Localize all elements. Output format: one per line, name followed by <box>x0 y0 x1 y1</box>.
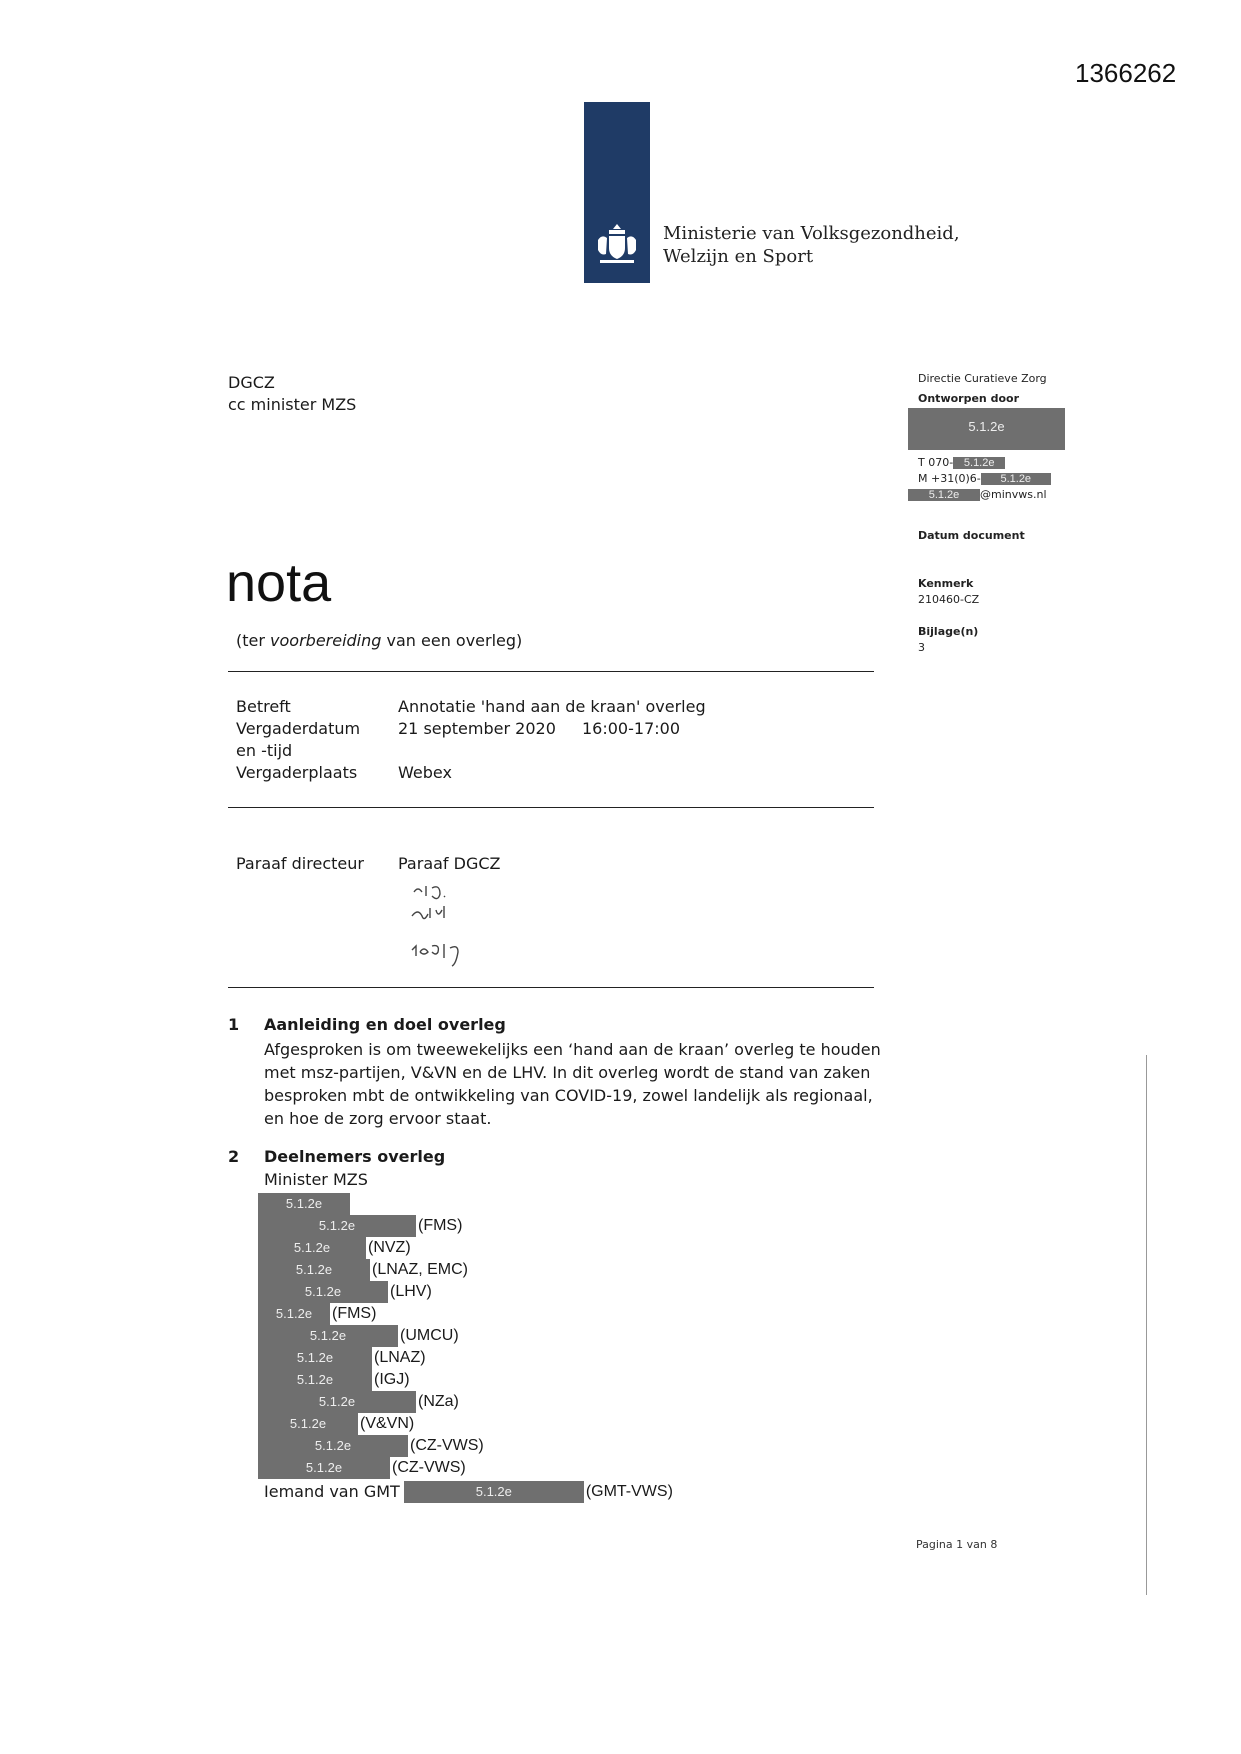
participant-row <box>264 1481 673 1503</box>
section-heading: Aanleiding en doel overleg <box>264 1015 506 1034</box>
participant-org: (GMT-VWS) <box>585 1483 673 1500</box>
participant-org: (V&VN) <box>360 1415 415 1432</box>
participant-row <box>258 1369 410 1391</box>
redaction-block: 5.1.2e <box>404 1481 584 1503</box>
subtitle-suffix: van een overleg) <box>381 631 523 650</box>
participant-row <box>258 1193 352 1215</box>
subtitle-prefix: (ter <box>236 631 271 650</box>
redaction-block: 5.1.2e <box>258 1413 358 1435</box>
redaction-block: 5.1.2e <box>258 1435 408 1457</box>
betreft-value: Annotatie 'hand aan de kraan' overleg <box>398 697 706 716</box>
participant-row <box>258 1303 376 1325</box>
participant-minister: Minister MZS <box>264 1170 368 1189</box>
sidebar-bijlage-label: Bijlage(n) <box>918 625 979 638</box>
redaction-block: 5.1.2e <box>258 1259 370 1281</box>
redaction-block: 5.1.2e <box>258 1303 330 1325</box>
sidebar-bijlage-value: 3 <box>918 641 925 654</box>
betreft-label: Betreft <box>236 697 291 716</box>
participant-org: (NZa) <box>418 1393 459 1410</box>
page-title: nota <box>226 553 332 613</box>
redaction-block: 5.1.2e <box>258 1281 388 1303</box>
redaction-block: 5.1.2e <box>908 408 1065 450</box>
divider <box>228 671 874 672</box>
mobile-prefix: M +31(0)6- <box>918 472 981 485</box>
divider <box>228 987 874 988</box>
divider <box>228 807 874 808</box>
participant-org: (FMS) <box>418 1217 463 1234</box>
sidebar-ontworpen-label: Ontworpen door <box>918 392 1019 405</box>
redaction-block: 5.1.2e <box>258 1457 390 1479</box>
plaats-label: Vergaderplaats <box>236 763 358 782</box>
redaction-block: 5.1.2e <box>258 1369 372 1391</box>
ministry-name-line1: Ministerie van Volksgezondheid, <box>663 223 960 244</box>
participant-org: (FMS) <box>332 1305 377 1322</box>
participant-row <box>258 1237 411 1259</box>
redaction-block: 5.1.2e <box>258 1193 350 1215</box>
ministry-name <box>663 222 960 268</box>
participant-row <box>258 1281 432 1303</box>
participant-row <box>258 1413 414 1435</box>
redaction-block: 5.1.2e <box>258 1347 372 1369</box>
subtitle-emphasis: voorbereiding <box>270 631 382 650</box>
addressee: cc minister MZS <box>228 395 357 414</box>
participant-org <box>350 1195 352 1212</box>
ministry-name-line2: Welzijn en Sport <box>663 246 814 267</box>
participant-org: (IGJ) <box>374 1371 410 1388</box>
sidebar-directie: Directie Curatieve Zorg <box>918 372 1047 385</box>
redaction-block: 5.1.2e <box>258 1325 398 1347</box>
redaction-block: 5.1.2e <box>258 1391 416 1413</box>
datum-label: Vergaderdatum <box>236 719 361 738</box>
plaats-value: Webex <box>398 763 452 782</box>
redaction-block: 5.1.2e <box>953 457 1005 469</box>
paraaf-dgcz-label: Paraaf DGCZ <box>398 854 501 873</box>
sidebar-phone <box>918 456 1005 469</box>
participant-org: (LNAZ, EMC) <box>372 1261 468 1278</box>
participant-row <box>258 1457 466 1479</box>
handwritten-initials <box>410 880 500 970</box>
sidebar-kenmerk-value: 210460-CZ <box>918 593 980 606</box>
participant-prefix: Iemand van GMT <box>264 1482 400 1501</box>
tijd-value: 16:00-17:00 <box>582 719 680 738</box>
page-number: Pagina 1 van 8 <box>916 1538 998 1551</box>
addressee: DGCZ <box>228 373 275 392</box>
participant-row <box>258 1435 484 1457</box>
page-subtitle <box>236 631 522 650</box>
tijd-label: en -tijd <box>236 741 293 760</box>
redaction-block: 5.1.2e <box>981 473 1051 485</box>
crest-icon <box>592 218 642 268</box>
participant-row <box>258 1391 459 1413</box>
participant-org: (UMCU) <box>400 1327 459 1344</box>
redaction-block: 5.1.2e <box>908 489 980 501</box>
participant-row <box>258 1347 426 1369</box>
paraaf-directeur-label: Paraaf directeur <box>236 854 364 873</box>
participant-row <box>258 1215 462 1237</box>
participant-row <box>258 1325 459 1347</box>
sidebar-email <box>908 488 1047 501</box>
email-suffix: @minvws.nl <box>980 488 1047 501</box>
section-paragraph: Afgesproken is om tweewekelijks een ‘hand aan de kraan’ overleg te houden met msz-partijen, V&VN en de LHV. In dit overleg wordt de stand van zaken besproken mbt de ontwikkeling van COVID-19, zowel landelijk als regionaal, en hoe de zorg ervoor staat. <box>264 1040 881 1128</box>
participant-org: (NVZ) <box>368 1239 411 1256</box>
section-number: 2 <box>228 1147 240 1166</box>
redaction-block: 5.1.2e <box>258 1215 416 1237</box>
datum-value: 21 september 2020 <box>398 719 556 738</box>
document-id: 1366262 <box>1075 58 1177 88</box>
participant-org: (CZ-VWS) <box>410 1437 484 1454</box>
participant-row <box>258 1259 468 1281</box>
redaction-block: 5.1.2e <box>258 1237 366 1259</box>
participant-org: (LNAZ) <box>374 1349 426 1366</box>
sidebar-datum-label: Datum document <box>918 529 1025 542</box>
section-number: 1 <box>228 1015 240 1034</box>
participant-org: (CZ-VWS) <box>392 1459 466 1476</box>
section-heading: Deelnemers overleg <box>264 1147 446 1166</box>
margin-line <box>1146 1055 1147 1595</box>
phone-prefix: T 070- <box>918 456 954 469</box>
participant-org: (LHV) <box>390 1283 432 1300</box>
addressee-block <box>228 372 356 416</box>
sidebar-mobile <box>918 472 1051 485</box>
sidebar-kenmerk-label: Kenmerk <box>918 577 974 590</box>
